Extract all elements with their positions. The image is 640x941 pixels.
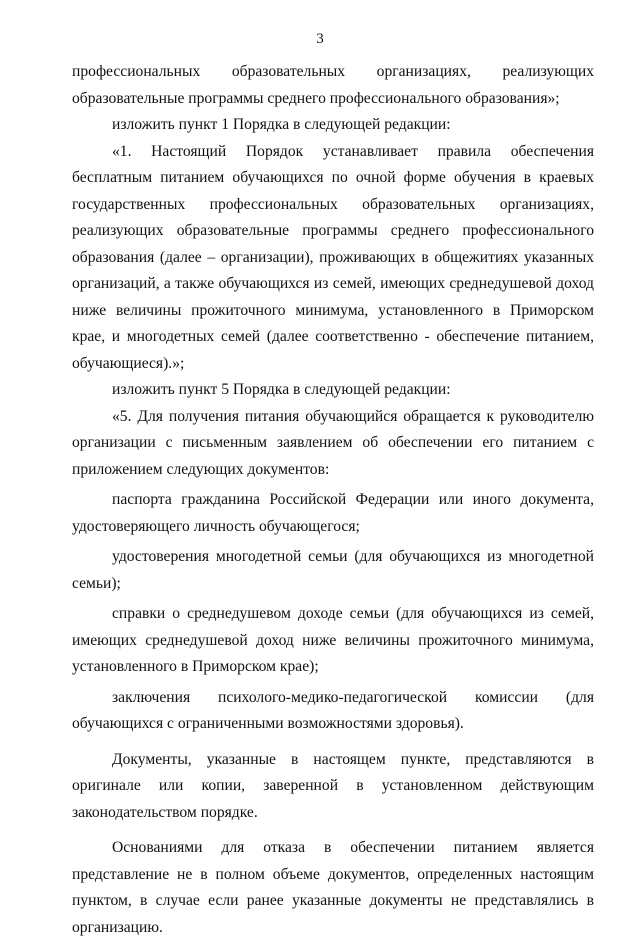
paragraph-point-1-text: «1. Настоящий Порядок устанавливает правила обеспечения бесплатным питанием обучающихся по очной форме обучения в краевых государственных профессиональных образовательных организациях, реализующих образовательные программы среднего профессионального образования (далее – организации), проживающих в общежитиях указанных организаций, а также обучающихся из семей, имеющих среднедушевой доход ниже величины прожиточного минимума, установленного в Приморском крае, и многодетных семей (далее соответственно - обеспечение питанием, обучающиеся).»; (72, 142, 594, 372)
list-item-income-certificate: справки о среднедушевом доходе семьи (для обучающихся из семей, имеющих среднедушевой доход ниже величины прожиточного минимума, установленного в Приморском крае); (72, 605, 594, 675)
document-body (72, 59, 594, 941)
paragraph-continuation: профессиональных образовательных организациях, реализующих образовательные программы среднего профессионального образования»; (72, 63, 594, 107)
list-item-pmpk-conclusion: заключения психолого-медико-педагогической комиссии (для обучающихся с ограниченными возможностями здоровья). (72, 688, 594, 732)
list-item-large-family-certificate: удостоверения многодетной семьи (для обучающихся из многодетной семьи); (72, 548, 594, 592)
paragraph-point-5-text: «5. Для получения питания обучающийся обращается к руководителю организации с письменным заявлением об обеспечении его питанием с приложением следующих документов: (72, 407, 594, 478)
page-number: 3 (316, 31, 324, 47)
paragraph-amend-point-5: изложить пункт 5 Порядка в следующей редакции: (112, 381, 451, 398)
paragraph-refusal-grounds: Основаниями для отказа в обеспечении питанием является представление не в полном объеме документов, определенных настоящим пунктом, в случае если ранее указанные документы не представлялись в организацию. (72, 839, 594, 936)
list-item-passport: паспорта гражданина Российской Федерации или иного документа, удостоверяющего личность обучающегося; (72, 491, 594, 535)
paragraph-amend-point-1: изложить пункт 1 Порядка в следующей редакции: (112, 116, 451, 133)
paragraph-documents-form: Документы, указанные в настоящем пункте, представляются в оригинале или копии, заверенной в установленном действующим законодательством порядке. (72, 750, 594, 821)
